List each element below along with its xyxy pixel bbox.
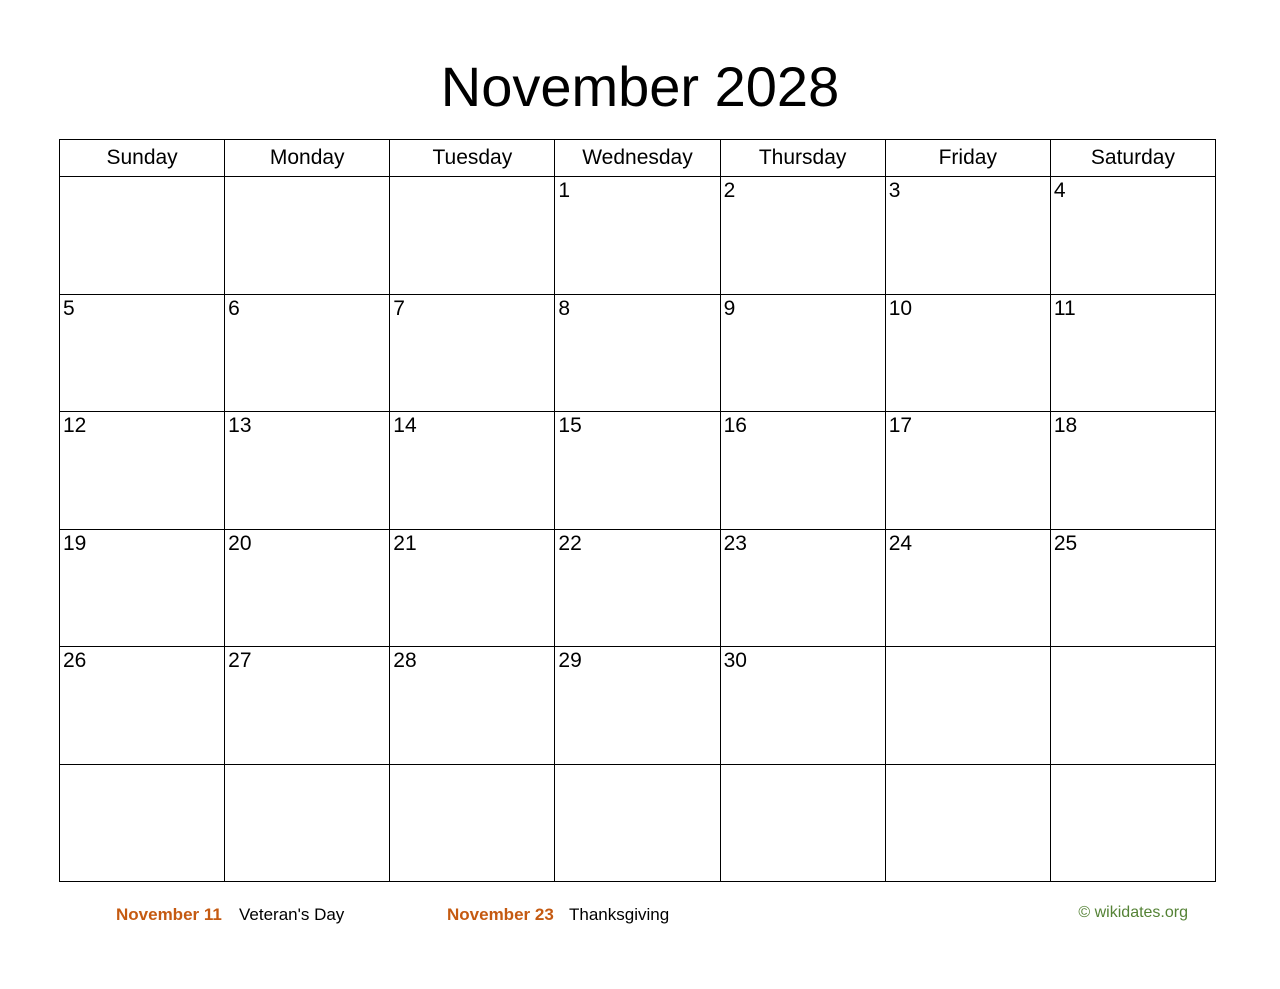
day-number: 21 — [393, 531, 417, 555]
day-cell — [1050, 412, 1215, 530]
weekday-thursday: Thursday — [720, 140, 885, 177]
day-cell — [60, 529, 225, 647]
day-number: 24 — [888, 531, 913, 555]
day-number — [555, 765, 719, 767]
day-number: 17 — [888, 414, 913, 437]
day-cell — [885, 647, 1050, 765]
day-number — [1051, 765, 1215, 767]
day-number: 19 — [63, 531, 87, 555]
day-cell — [885, 294, 1050, 412]
holiday-name: Veteran's Day — [239, 905, 345, 924]
day-cell — [720, 177, 885, 295]
day-cell — [390, 764, 555, 882]
day-cell — [885, 177, 1050, 295]
day-cell — [720, 294, 885, 412]
weekday-header-row — [60, 140, 1216, 177]
day-cell — [555, 294, 720, 412]
day-cell — [1050, 529, 1215, 647]
day-cell — [555, 529, 720, 647]
day-cell — [225, 529, 390, 647]
day-number: 27 — [228, 649, 252, 672]
day-cell — [1050, 177, 1215, 295]
day-cell — [885, 764, 1050, 882]
calendar-body — [60, 177, 1216, 882]
day-number: 22 — [558, 531, 582, 555]
day-number: 8 — [558, 296, 571, 320]
day-cell — [225, 294, 390, 412]
day-number: 7 — [393, 296, 405, 320]
week-row — [60, 412, 1216, 530]
holiday-date: November 23 — [447, 905, 554, 924]
day-number — [60, 177, 224, 179]
day-number: 15 — [558, 414, 582, 437]
day-cell — [60, 294, 225, 412]
day-cell — [720, 529, 885, 647]
week-row — [60, 647, 1216, 765]
day-cell — [720, 647, 885, 765]
credit-link[interactable]: © wikidates.org — [1078, 904, 1188, 921]
month-grid — [59, 139, 1216, 882]
week-row — [60, 529, 1216, 647]
day-number: 3 — [888, 179, 901, 202]
day-cell — [390, 529, 555, 647]
weekday-tuesday: Tuesday — [390, 140, 555, 177]
day-cell — [225, 764, 390, 882]
day-cell — [555, 647, 720, 765]
day-number: 4 — [1053, 179, 1066, 202]
weekday-saturday: Saturday — [1050, 140, 1215, 177]
day-cell — [390, 412, 555, 530]
day-number: 29 — [558, 649, 582, 672]
day-number: 26 — [63, 649, 87, 672]
weekday-monday: Monday — [225, 140, 390, 177]
day-number: 1 — [558, 179, 571, 202]
weekday-wednesday: Wednesday — [555, 140, 720, 177]
day-cell — [390, 294, 555, 412]
day-number — [721, 765, 885, 767]
day-number: 18 — [1053, 414, 1078, 437]
day-number — [225, 177, 389, 179]
day-cell — [555, 177, 720, 295]
day-cell — [720, 764, 885, 882]
day-cell — [60, 647, 225, 765]
day-cell — [885, 529, 1050, 647]
holiday-date: November 11 — [116, 905, 222, 924]
day-number: 13 — [228, 414, 252, 437]
day-number: 23 — [723, 531, 747, 555]
day-number — [390, 177, 554, 179]
day-number: 25 — [1053, 531, 1078, 555]
day-number — [60, 765, 224, 767]
day-number — [225, 765, 389, 767]
week-row — [60, 764, 1216, 882]
day-cell — [60, 412, 225, 530]
day-number: 28 — [393, 649, 417, 672]
day-cell — [390, 647, 555, 765]
day-number: 14 — [393, 414, 417, 437]
day-number: 2 — [723, 179, 736, 202]
day-number: 16 — [723, 414, 747, 437]
day-number: 6 — [228, 296, 240, 320]
day-number: 30 — [723, 649, 747, 672]
day-cell — [60, 177, 225, 295]
day-cell — [60, 764, 225, 882]
day-cell — [885, 412, 1050, 530]
weekday-friday: Friday — [885, 140, 1050, 177]
day-number: 11 — [1053, 296, 1076, 320]
day-cell — [555, 764, 720, 882]
week-row — [60, 177, 1216, 295]
day-cell — [225, 177, 390, 295]
day-number: 9 — [723, 296, 736, 320]
day-cell — [225, 412, 390, 530]
holiday-name: Thanksgiving — [569, 905, 670, 924]
day-number: 5 — [63, 296, 75, 320]
day-number: 12 — [63, 414, 87, 437]
weekday-sunday: Sunday — [60, 140, 225, 177]
day-cell — [225, 647, 390, 765]
calendar-title: November 2028 — [440, 55, 840, 118]
day-cell — [555, 412, 720, 530]
day-number — [886, 647, 1050, 649]
day-cell — [1050, 764, 1215, 882]
day-number: 20 — [228, 531, 252, 555]
day-cell — [390, 177, 555, 295]
day-number — [390, 765, 554, 767]
day-number — [1051, 647, 1215, 649]
day-cell — [720, 412, 885, 530]
day-cell — [1050, 294, 1215, 412]
day-cell — [1050, 647, 1215, 765]
day-number — [886, 765, 1050, 767]
week-row — [60, 294, 1216, 412]
day-number: 10 — [888, 296, 913, 320]
